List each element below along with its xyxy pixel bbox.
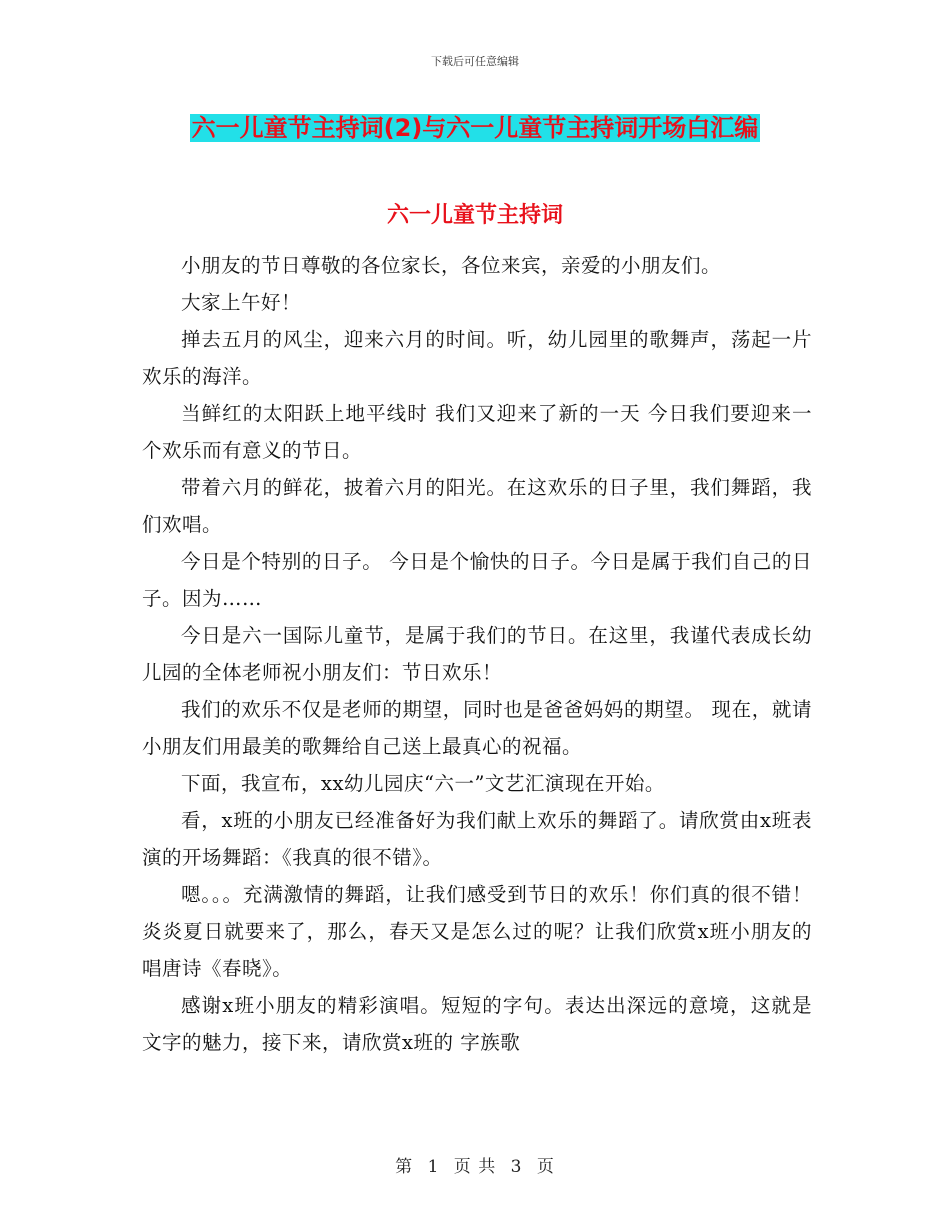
document-title [0, 110, 950, 146]
page-label-mid: 页 共 [453, 1157, 497, 1177]
body-paragraph: 嗯。。。充满激情的舞蹈，让我们感受到节日的欢乐！你们真的很不错！炎炎夏日就要来了，那么，春天又是怎么过的呢？让我们欣赏x班小朋友的唱唐诗《春晓》。 [142, 883, 812, 980]
body-paragraph: 今日是个特别的日子。 今日是个愉快的日子。今日是属于我们自己的日子。因为…… [142, 550, 812, 610]
body-paragraph: 当鲜红的太阳跃上地平线时 我们又迎来了新的一天 今日我们要迎来一个欢乐而有意义的节日。 [142, 402, 812, 462]
body-paragraph: 今日是六一国际儿童节，是属于我们的节日。在这里，我谨代表成长幼儿园的全体老师祝小朋友们：节日欢乐！ [142, 624, 812, 684]
body-paragraph: 掸去五月的风尘，迎来六月的时间。听，幼儿园里的歌舞声，荡起一片欢乐的海洋。 [142, 328, 812, 388]
body-paragraph: 小朋友的节日尊敬的各位家长，各位来宾，亲爱的小朋友们。 [181, 254, 722, 277]
body-paragraph: 看，x班的小朋友已经准备好为我们献上欢乐的舞蹈了。请欣赏由x班表演的开场舞蹈：《我真的很不错》。 [142, 809, 812, 869]
section-title: 六一儿童节主持词 [386, 203, 563, 228]
document-body [142, 247, 812, 1061]
page-label-prefix: 第 [395, 1157, 414, 1177]
page-number: 1 [427, 1157, 440, 1177]
total-pages: 3 [510, 1157, 523, 1177]
page-label-suffix: 页 [536, 1157, 555, 1177]
body-paragraph: 感谢x班小朋友的精彩演唱。短短的字句。表达出深远的意境，这就是文字的魅力，接下来，请欣赏x班的 字族歌 [142, 994, 812, 1054]
body-paragraph: 带着六月的鲜花，披着六月的阳光。在这欢乐的日子里，我们舞蹈，我们欢唱。 [142, 476, 812, 536]
body-paragraph: 大家上午好！ [181, 291, 302, 314]
body-paragraph: 我们的欢乐不仅是老师的期望，同时也是爸爸妈妈的期望。 现在，就请小朋友们用最美的歌舞给自己送上最真心的祝福。 [142, 698, 812, 758]
page-footer [0, 1152, 950, 1177]
page-header-note: 下载后可任意编辑 [431, 55, 519, 68]
body-paragraph: 下面，我宣布，xx幼儿园庆“六一”文艺汇演现在开始。 [181, 772, 665, 795]
document-title-text: 六一儿童节主持词(2)与六一儿童节主持词开场白汇编 [191, 114, 759, 142]
